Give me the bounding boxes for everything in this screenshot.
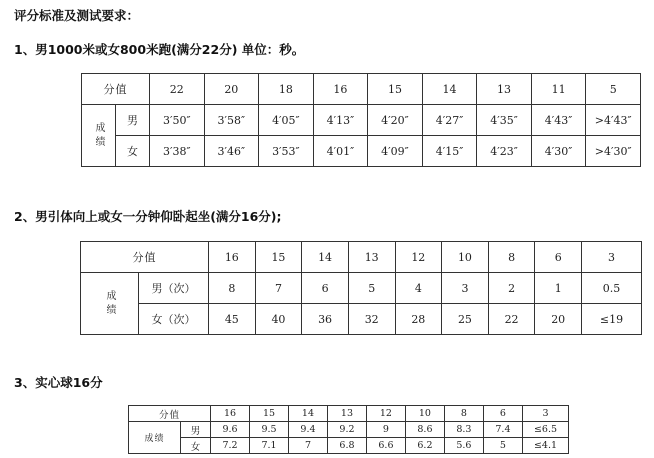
- value-cell: 4′01″: [313, 136, 368, 167]
- value-cell: 4′09″: [368, 136, 423, 167]
- value-cell: >4′30″: [586, 136, 641, 167]
- row-label: 女: [116, 136, 150, 167]
- value-cell: 32: [348, 304, 395, 335]
- row-label: 男: [181, 422, 211, 438]
- score-cell: 16: [209, 242, 256, 273]
- table-row-female: [129, 438, 569, 454]
- value-cell: >4′43″: [586, 105, 641, 136]
- score-cell: 15: [250, 406, 289, 422]
- value-cell: 20: [535, 304, 582, 335]
- score-cell: 16: [211, 406, 250, 422]
- group-label: 成绩: [81, 273, 139, 335]
- score-cell: 14: [302, 242, 349, 273]
- value-cell: 8.3: [444, 422, 483, 438]
- value-cell: 1: [535, 273, 582, 304]
- value-cell: 3′53″: [259, 136, 314, 167]
- score-cell: 20: [204, 74, 259, 105]
- score-cell: 13: [327, 406, 366, 422]
- value-cell: 40: [255, 304, 302, 335]
- group-label: 成绩: [82, 105, 116, 167]
- table-row-male: [81, 273, 642, 304]
- table-situps: [80, 241, 642, 335]
- value-cell: ≤19: [582, 304, 642, 335]
- value-cell: 3′58″: [204, 105, 259, 136]
- section-title-medicine-ball: 3、实心球16分: [14, 375, 103, 390]
- score-cell: 11: [531, 74, 586, 105]
- value-cell: 6: [302, 273, 349, 304]
- value-cell: 9: [366, 422, 405, 438]
- value-cell: 28: [395, 304, 442, 335]
- value-cell: ≤6.5: [523, 422, 569, 438]
- score-cell: 12: [395, 242, 442, 273]
- table-row-scores: [81, 242, 642, 273]
- value-cell: 5: [483, 438, 522, 454]
- value-cell: 8.6: [405, 422, 444, 438]
- score-cell: 14: [422, 74, 477, 105]
- row-label: 女（次）: [139, 304, 209, 335]
- value-cell: 36: [302, 304, 349, 335]
- value-cell: 4′20″: [368, 105, 423, 136]
- row-label: 女: [181, 438, 211, 454]
- score-cell: 8: [444, 406, 483, 422]
- corner-label: 分值: [82, 74, 150, 105]
- score-cell: 3: [523, 406, 569, 422]
- table-running: [81, 73, 641, 167]
- table-row-female: [81, 304, 642, 335]
- score-cell: 22: [150, 74, 205, 105]
- value-cell: 4′30″: [531, 136, 586, 167]
- group-label: 成绩: [129, 422, 181, 454]
- section-title-situps: 2、男引体向上或女一分钟仰卧起坐(满分16分);: [14, 209, 282, 224]
- score-cell: 10: [405, 406, 444, 422]
- value-cell: 4′13″: [313, 105, 368, 136]
- score-cell: 6: [483, 406, 522, 422]
- corner-label: 分值: [81, 242, 209, 273]
- score-cell: 14: [288, 406, 327, 422]
- score-cell: 18: [259, 74, 314, 105]
- score-cell: 12: [366, 406, 405, 422]
- score-cell: 13: [477, 74, 532, 105]
- value-cell: 3′38″: [150, 136, 205, 167]
- value-cell: 22: [488, 304, 535, 335]
- score-cell: 15: [368, 74, 423, 105]
- table-row-female: [82, 136, 641, 167]
- value-cell: 3′46″: [204, 136, 259, 167]
- value-cell: 7: [255, 273, 302, 304]
- score-cell: 5: [586, 74, 641, 105]
- table-row-male: [129, 422, 569, 438]
- score-cell: 10: [442, 242, 489, 273]
- value-cell: 4′27″: [422, 105, 477, 136]
- value-cell: 4: [395, 273, 442, 304]
- page-header: 评分标准及测试要求：: [14, 8, 140, 23]
- value-cell: 9.2: [327, 422, 366, 438]
- value-cell: 7.2: [211, 438, 250, 454]
- corner-label: 分值: [129, 406, 211, 422]
- value-cell: 4′23″: [477, 136, 532, 167]
- value-cell: 45: [209, 304, 256, 335]
- value-cell: 7.1: [250, 438, 289, 454]
- value-cell: 9.4: [288, 422, 327, 438]
- table-row-male: [82, 105, 641, 136]
- score-cell: 16: [313, 74, 368, 105]
- value-cell: 4′05″: [259, 105, 314, 136]
- value-cell: 6.6: [366, 438, 405, 454]
- value-cell: ≤4.1: [523, 438, 569, 454]
- score-cell: 8: [488, 242, 535, 273]
- value-cell: 7.4: [483, 422, 522, 438]
- value-cell: 8: [209, 273, 256, 304]
- value-cell: 7: [288, 438, 327, 454]
- score-cell: 15: [255, 242, 302, 273]
- section-title-running: 1、男1000米或女800米跑(满分22分) 单位：秒。: [14, 42, 305, 57]
- value-cell: 4′35″: [477, 105, 532, 136]
- row-label: 男（次）: [139, 273, 209, 304]
- table-row-scores: [82, 74, 641, 105]
- value-cell: 3′50″: [150, 105, 205, 136]
- value-cell: 9.5: [250, 422, 289, 438]
- value-cell: 0.5: [582, 273, 642, 304]
- value-cell: 5.6: [444, 438, 483, 454]
- value-cell: 4′43″: [531, 105, 586, 136]
- value-cell: 3: [442, 273, 489, 304]
- score-cell: 13: [348, 242, 395, 273]
- value-cell: 25: [442, 304, 489, 335]
- row-label: 男: [116, 105, 150, 136]
- value-cell: 6.8: [327, 438, 366, 454]
- value-cell: 2: [488, 273, 535, 304]
- score-cell: 6: [535, 242, 582, 273]
- value-cell: 6.2: [405, 438, 444, 454]
- value-cell: 5: [348, 273, 395, 304]
- score-cell: 3: [582, 242, 642, 273]
- value-cell: 9.6: [211, 422, 250, 438]
- table-medicine-ball: [128, 405, 569, 454]
- value-cell: 4′15″: [422, 136, 477, 167]
- table-row-scores: [129, 406, 569, 422]
